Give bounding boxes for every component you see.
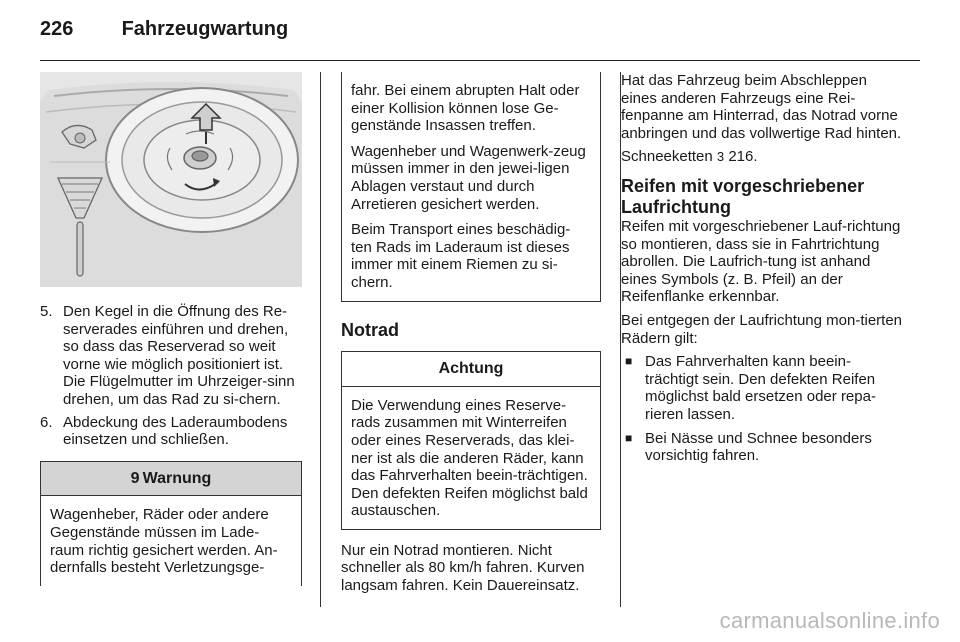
warning-paragraph: fahr. Bei einem abrupten Halt oder einer Kollision können lose Ge-genstände Insassen treffen. (351, 82, 580, 135)
body-paragraph: Hat das Fahrzeug beim Abschleppen eines anderen Fahrzeugs eine Rei-fenpanne am Hinterrad, das Notrad vorne anbringen und das vollwertige Rad hinten. (621, 72, 902, 142)
square-bullet-icon: ■ (625, 430, 633, 445)
column-middle (341, 72, 601, 601)
spare-wheel-illustration (40, 72, 302, 287)
page-header (40, 18, 288, 41)
square-bullet-icon: ■ (625, 354, 633, 369)
caution-header: Achtung (342, 352, 600, 387)
caution-text: Die Verwendung eines Reserve-rads zusammen mit Winterreifen oder eines Reserverads, das klei-ner ist als die anderen Räder, kann das Fahrverhalten beein-trächtigen. Den defekten Reifen möglichst bald austauschen. (351, 396, 588, 520)
instruction-steps (40, 303, 302, 449)
step-text: Abdeckung des Laderaumbodens einsetzen und schließen. (63, 413, 288, 449)
reference-label: Schneeketten (621, 148, 713, 166)
warning-body-continued (342, 72, 600, 301)
arrow-reference-icon: 3 (716, 149, 725, 165)
bullet-text: Das Fahrverhalten kann beein-trächtigt sein. Den defekten Reifen möglichst bald ersetzen oder repa-rieren lassen. (645, 353, 876, 423)
watermark: carmanualsonline.info (719, 608, 940, 633)
warning-paragraph: Beim Transport eines beschädig-ten Rads im Laderaum ist dieses immer mit einem Riemen zu si-chern. (351, 221, 571, 291)
bullet-text: Bei Nässe und Schnee besonders vorsichtig fahren. (645, 429, 872, 465)
body-paragraph: Bei entgegen der Laufrichtung mon-tierten Rädern gilt: (621, 311, 903, 347)
caution-box (341, 351, 601, 530)
list-item (40, 303, 302, 409)
section-heading: Reifen mit vorgeschriebener Laufrichtung (621, 175, 865, 217)
chapter-title: Fahrzeugwartung (121, 18, 289, 40)
list-item (621, 353, 903, 423)
warning-title: Warnung (142, 469, 212, 487)
column-right (621, 72, 903, 471)
warning-header (41, 462, 301, 497)
body-paragraph: Nur ein Notrad montieren. Nicht schneller als 80 km/h fahren. Kurven langsam fahren. Kein Dauereinsatz. (341, 541, 585, 595)
list-item (621, 430, 903, 465)
column-left (40, 72, 302, 586)
warning-body (41, 496, 301, 585)
cross-reference (621, 148, 903, 166)
step-number: 6. (40, 413, 53, 431)
list-item (40, 414, 302, 449)
reference-page: 216. (728, 148, 758, 166)
warning-box-continued (341, 72, 601, 302)
body-paragraph: Reifen mit vorgeschriebener Lauf-richtung so montieren, dass sie in Fahrtrichtung abrollen. Die Laufrich-tung ist anhand eines Symbols (z. B. Pfeil) an der Reifenflanke erkennbar. (621, 217, 901, 306)
page-number: 226 (40, 18, 74, 40)
header-rule (40, 60, 920, 61)
step-text: Den Kegel in die Öffnung des Re-serverades einführen und drehen, so dass das Reserverad so weit vorne wie möglich positioniert ist. Die Flügelmutter im Uhrzeiger-sinn drehen, um das Rad zu si-chern. (63, 303, 295, 408)
warning-box (40, 461, 302, 586)
caution-body (342, 387, 600, 529)
bullet-list (621, 353, 903, 465)
warning-paragraph: Wagenheber und Wagenwerk-zeug müssen immer in den jewei-ligen Ablagen verstaut und durch Arretieren gesichert werden. (351, 142, 586, 213)
warning-triangle-icon: 9 (130, 469, 140, 487)
step-number: 5. (40, 303, 53, 320)
column-divider (320, 72, 321, 607)
warning-text: Wagenheber, Räder oder andere Gegenstände müssen im Lade-raum richtig gesichert werden. An-dernfalls besteht Verletzungsge- (50, 506, 278, 577)
section-heading: Notrad (341, 319, 399, 340)
